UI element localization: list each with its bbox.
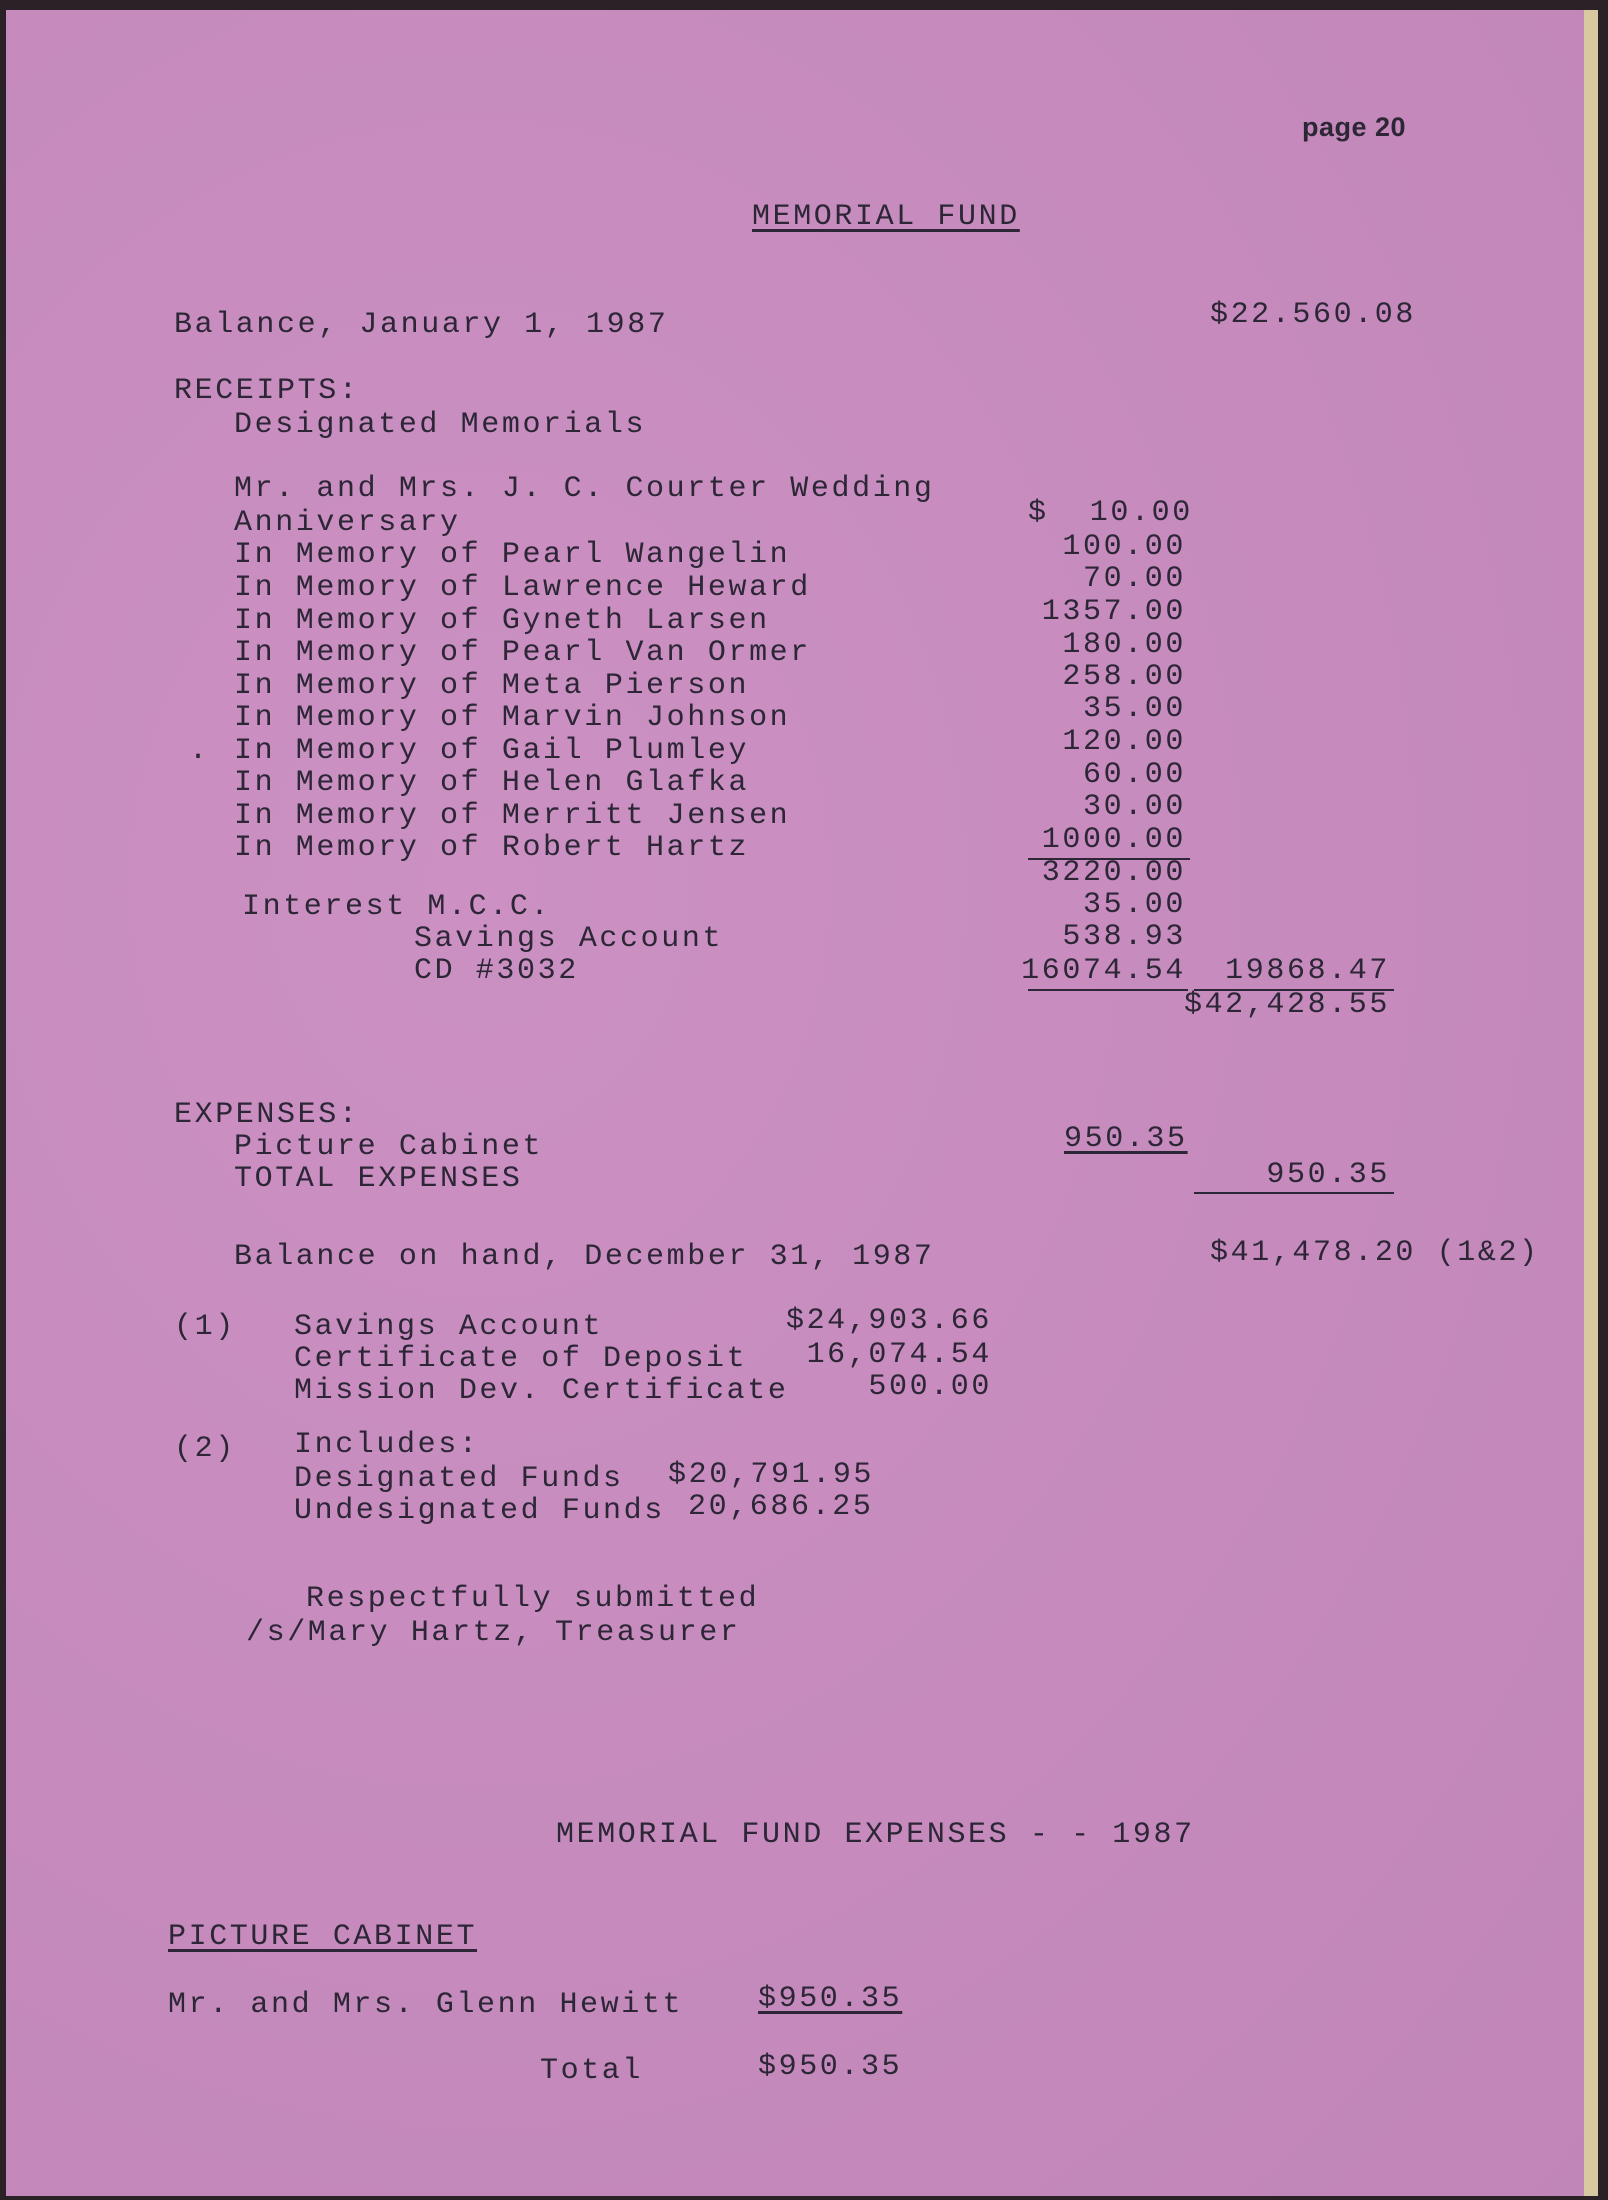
expenses-section-heading: PICTURE CABINET — [168, 1920, 478, 1954]
expense-donor-label: Mr. and Mrs. Glenn Hewitt — [168, 1988, 684, 2022]
note1-marker: (1) — [174, 1310, 236, 1344]
expenses-section-title: MEMORIAL FUND EXPENSES - - 1987 — [556, 1818, 1195, 1852]
expense-item-amount: 950.35 — [1064, 1122, 1188, 1156]
interest-amount: 35.00 — [1082, 888, 1186, 922]
receipt-label: Anniversary — [234, 506, 461, 540]
receipts-heading: RECEIPTS: — [174, 374, 360, 408]
receipt-amount: 1000.00 — [1041, 823, 1186, 857]
expense-total-label: Total — [540, 2054, 644, 2088]
note1-label: Certificate of Deposit — [294, 1342, 748, 1376]
receipt-label: In Memory of Pearl Van Ormer — [234, 636, 811, 670]
receipt-label: In Memory of Gail Plumley — [234, 734, 750, 768]
opening-balance-amount: $22.560.08 — [1209, 298, 1416, 332]
receipt-amount: 258.00 — [1062, 660, 1186, 694]
interest-amount: 16074.54 — [1021, 954, 1186, 988]
receipt-amount: 60.00 — [1082, 758, 1186, 792]
closing-balance-label: Balance on hand, December 31, 1987 — [234, 1240, 935, 1274]
receipt-label: In Memory of Robert Hartz — [234, 831, 750, 865]
receipt-label: In Memory of Helen Glafka — [234, 766, 750, 800]
document-page — [6, 10, 1598, 2196]
receipt-amount: 1357.00 — [1041, 595, 1186, 629]
expense-donor-amount: $950.35 — [758, 1982, 903, 2016]
note2-label: Undesignated Funds — [294, 1494, 665, 1528]
receipt-label: In Memory of Marvin Johnson — [234, 701, 791, 735]
note2-amount: $20,791.95 — [668, 1458, 875, 1492]
receipt-amount: 30.00 — [1082, 790, 1186, 824]
receipt-label: In Memory of Gyneth Larsen — [234, 604, 770, 638]
closing-balance-amount: $41,478.20 (1&2) — [1210, 1236, 1540, 1270]
note1-label: Savings Account — [294, 1310, 604, 1344]
note1-amount: 16,074.54 — [806, 1338, 992, 1372]
expense-total-amount: $950.35 — [758, 2050, 903, 2084]
receipt-amount: 180.00 — [1062, 628, 1186, 662]
memorials-subtotal: 3220.00 — [1041, 856, 1186, 890]
expenses-total-label: TOTAL EXPENSES — [234, 1162, 523, 1196]
receipt-label: In Memory of Pearl Wangelin — [234, 538, 791, 572]
note1-label: Mission Dev. Certificate — [294, 1374, 789, 1408]
receipt-amount: 70.00 — [1082, 562, 1186, 596]
note2-marker: (2) — [174, 1432, 236, 1466]
opening-balance-label: Balance, January 1, 1987 — [174, 308, 669, 342]
receipt-amount: 100.00 — [1062, 530, 1186, 564]
grand-total: $42,428.55 — [1183, 988, 1390, 1022]
page-number: page 20 — [1302, 112, 1407, 142]
interest-label: CD #3032 — [414, 954, 579, 988]
signature-line2: /s/Mary Hartz, Treasurer — [246, 1616, 741, 1650]
expenses-total-rule — [1194, 1192, 1394, 1194]
note1-amount: 500.00 — [868, 1370, 992, 1404]
expenses-total-amount: 950.35 — [1266, 1158, 1390, 1192]
interest-label: Savings Account — [414, 922, 724, 956]
receipt-label: In Memory of Lawrence Heward — [234, 571, 811, 605]
interest-amount: 538.93 — [1062, 920, 1186, 954]
note1-amount: $24,903.66 — [785, 1304, 992, 1338]
signature-line1: Respectfully submitted — [306, 1582, 760, 1616]
note2-amount: 20,686.25 — [688, 1490, 874, 1524]
expense-item-label: Picture Cabinet — [234, 1130, 544, 1164]
receipts-total: 19868.47 — [1225, 954, 1390, 988]
margin-dot: . — [189, 734, 210, 768]
receipts-subheading: Designated Memorials — [234, 408, 647, 442]
receipt-amount: $ 10.00 — [1028, 496, 1193, 530]
note2-label: Designated Funds — [294, 1462, 624, 1496]
receipt-label: In Memory of Merritt Jensen — [234, 799, 791, 833]
interest-label: Interest M.C.C. — [242, 890, 552, 924]
receipt-amount: 35.00 — [1082, 692, 1186, 726]
note2-heading: Includes: — [294, 1428, 480, 1462]
expenses-heading: EXPENSES: — [174, 1098, 360, 1132]
page-title: MEMORIAL FUND — [752, 200, 1020, 234]
receipt-amount: 120.00 — [1062, 725, 1186, 759]
receipt-label: Mr. and Mrs. J. C. Courter Wedding — [234, 472, 935, 506]
interest-rule — [1028, 989, 1188, 991]
receipt-label: In Memory of Meta Pierson — [234, 669, 750, 703]
